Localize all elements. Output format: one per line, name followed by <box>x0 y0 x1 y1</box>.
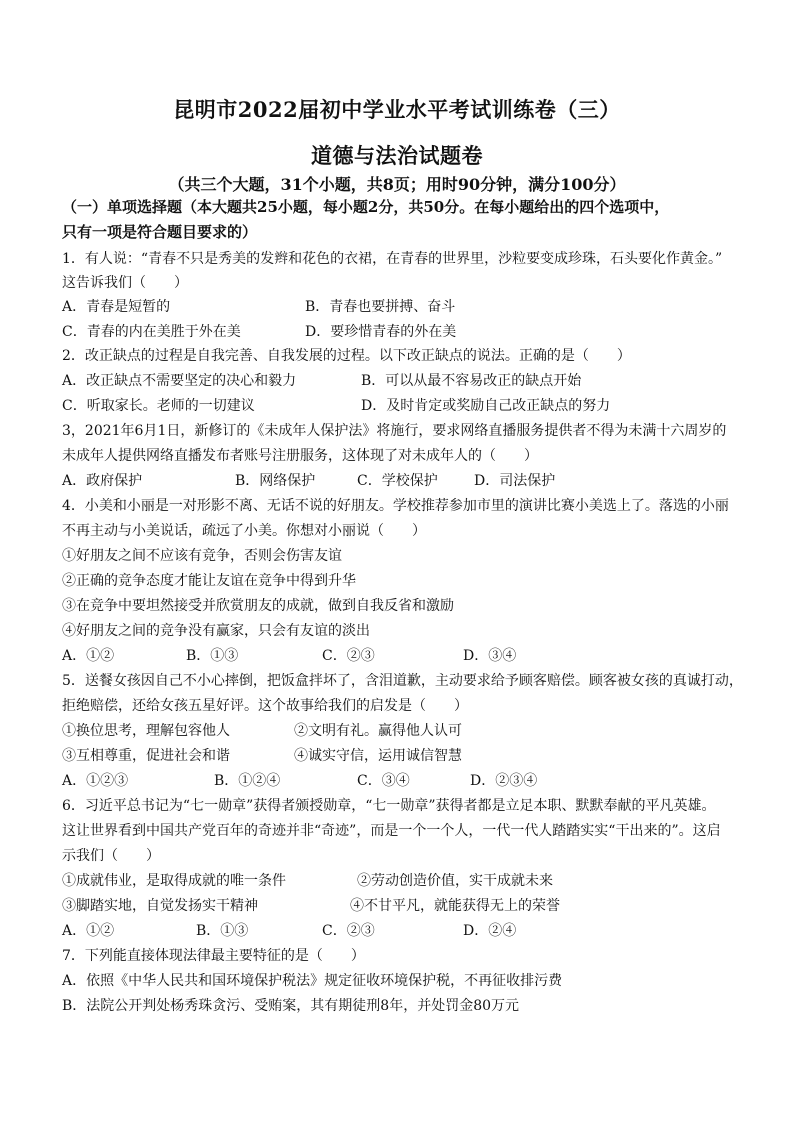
question-6-stem-cont2: 示我们（ ） <box>62 848 160 864</box>
subject-title: 道德与法治试题卷 <box>311 143 483 168</box>
question-5-stem-cont: 拒绝赔偿，还给女孩五星好评。这个故事给我们的启发是（ ） <box>62 698 468 714</box>
question-6-stem: 6．习近平总书记为“七一勋章”获得者颁授勋章，“七一勋章”获得者都是立足本职、默默奉献的平凡英雄。 <box>62 798 716 814</box>
question-5-stem: 5．送餐女孩因自己不小心摔倒，把饭盒拌坏了，含泪道歉，主动要求给予顾客赔偿。顾客被女孩的真诚打动， <box>62 673 743 689</box>
question-4-stem-cont: 不再主动与小美说话，疏远了小美。你想对小丽说（ ） <box>62 523 426 539</box>
q5-statement-4: ④诚实守信，运用诚信智慧 <box>294 748 462 764</box>
q1-option-a: A．青春是短暂的 <box>62 299 171 315</box>
question-2-stem: 2．改正缺点的过程是自我完善、自我发展的过程。以下改正缺点的说法。正确的是（ ） <box>62 348 631 364</box>
question-3-stem: 3，2021年6月1日，新修订的《未成年人保护法》将施行，要求网络直播服务提供者不得为未满十六周岁的 <box>62 423 727 439</box>
q4-statement-4: ④好朋友之间的竞争没有赢家，只会有友谊的淡出 <box>62 623 370 639</box>
q5-option-a: A．①②③ <box>62 773 129 789</box>
question-1-stem-cont: 这告诉我们（ ） <box>62 275 188 291</box>
q5-option-b: B．①②④ <box>214 773 281 789</box>
q4-statement-2: ②正确的竞争态度才能让友谊在竞争中得到升华 <box>62 573 356 589</box>
q1-option-c: C．青春的内在美胜于外在美 <box>62 324 241 340</box>
q5-statement-1: ①换位思考，理解包容他人 <box>62 723 230 739</box>
q5-statement-2: ②文明有礼。赢得他人认可 <box>294 723 462 739</box>
section-heading: （一）单项选择题（本大题共25小题，每小题2分，共50分。在每小题给出的四个选项中， <box>62 198 670 216</box>
q5-option-c: C．③④ <box>357 773 410 789</box>
exam-title: 昆明市2022届初中学业水平考试训练卷（三） <box>173 97 621 122</box>
q4-statement-3: ③在竞争中要坦然接受并欣赏朋友的成就，做到自我反省和激励 <box>62 598 454 614</box>
q3-option-c: C．学校保护 <box>357 473 438 489</box>
q6-option-c: C．②③ <box>322 923 375 939</box>
q4-option-a: A．①② <box>62 648 115 664</box>
q7-option-b: B．法院公开判处杨秀珠贪污、受贿案，其有期徒刑8年，并处罚金80万元 <box>62 998 520 1014</box>
q5-statement-3: ③互相尊重，促进社会和谐 <box>62 748 230 764</box>
q6-option-d: D．②④ <box>463 923 517 939</box>
q2-option-c: C．听取家长。老师的一切建议 <box>62 398 255 414</box>
question-1-stem: 1．有人说：“青春不只是秀美的发辫和花色的衣裙，在青春的世界里，沙粒要变成珍珠，石头要化作黄金。” <box>62 251 723 267</box>
question-7-stem: 7．下列能直接体现法律最主要特征的是（ ） <box>62 948 365 964</box>
q7-option-a: A．依照《中华人民共和国环境保护税法》规定征收环境保护税，不再征收排污费 <box>62 973 563 989</box>
q1-option-d: D．要珍惜青春的外在美 <box>305 324 457 340</box>
q6-option-a: A．①② <box>62 923 115 939</box>
q6-statement-3: ③脚踏实地，自觉发扬实干精神 <box>62 898 258 914</box>
q4-option-b: B．①③ <box>186 648 239 664</box>
q3-option-d: D．司法保护 <box>474 473 556 489</box>
q6-statement-4: ④不甘平凡，就能获得无上的荣誉 <box>350 898 560 914</box>
q2-option-d: D．及时肯定或奖励自己改正缺点的努力 <box>361 398 611 414</box>
question-4-stem: 4．小美和小丽是一对形影不离、无话不说的好朋友。学校推荐参加市里的演讲比赛小美选上了。落选的小丽 <box>62 498 729 514</box>
q3-option-b: B．网络保护 <box>235 473 316 489</box>
q6-option-b: B．①③ <box>196 923 249 939</box>
q4-option-c: C．②③ <box>322 648 375 664</box>
q4-statement-1: ①好朋友之间不应该有竞争，否则会伤害友谊 <box>62 548 342 564</box>
q2-option-a: A．改正缺点不需要坚定的决心和毅力 <box>62 373 297 389</box>
q5-option-d: D．②③④ <box>470 773 538 789</box>
question-6-stem-cont: 这让世界看到中国共产党百年的奇迹并非“奇迹”，而是一个一个人，一代一代人踏踏实实“干出来的”。这启 <box>62 823 721 839</box>
q2-option-b: B．可以从最不容易改正的缺点开始 <box>361 373 582 389</box>
q1-option-b: B．青春也要拼搏、奋斗 <box>305 299 456 315</box>
q3-option-a: A．政府保护 <box>62 473 143 489</box>
q6-statement-2: ②劳动创造价值，实干成就未来 <box>357 873 553 889</box>
exam-info: （共三个大题，31个小题，共8页；用时90分钟，满分100分） <box>168 175 626 194</box>
section-heading-cont: 只有一项是符合题目要求的） <box>62 223 258 241</box>
q4-option-d: D．③④ <box>463 648 517 664</box>
question-3-stem-cont: 未成年人提供网络直播发布者账号注册服务，这体现了对未成年人的（ ） <box>62 448 538 464</box>
q6-statement-1: ①成就伟业，是取得成就的唯一条件 <box>62 873 286 889</box>
